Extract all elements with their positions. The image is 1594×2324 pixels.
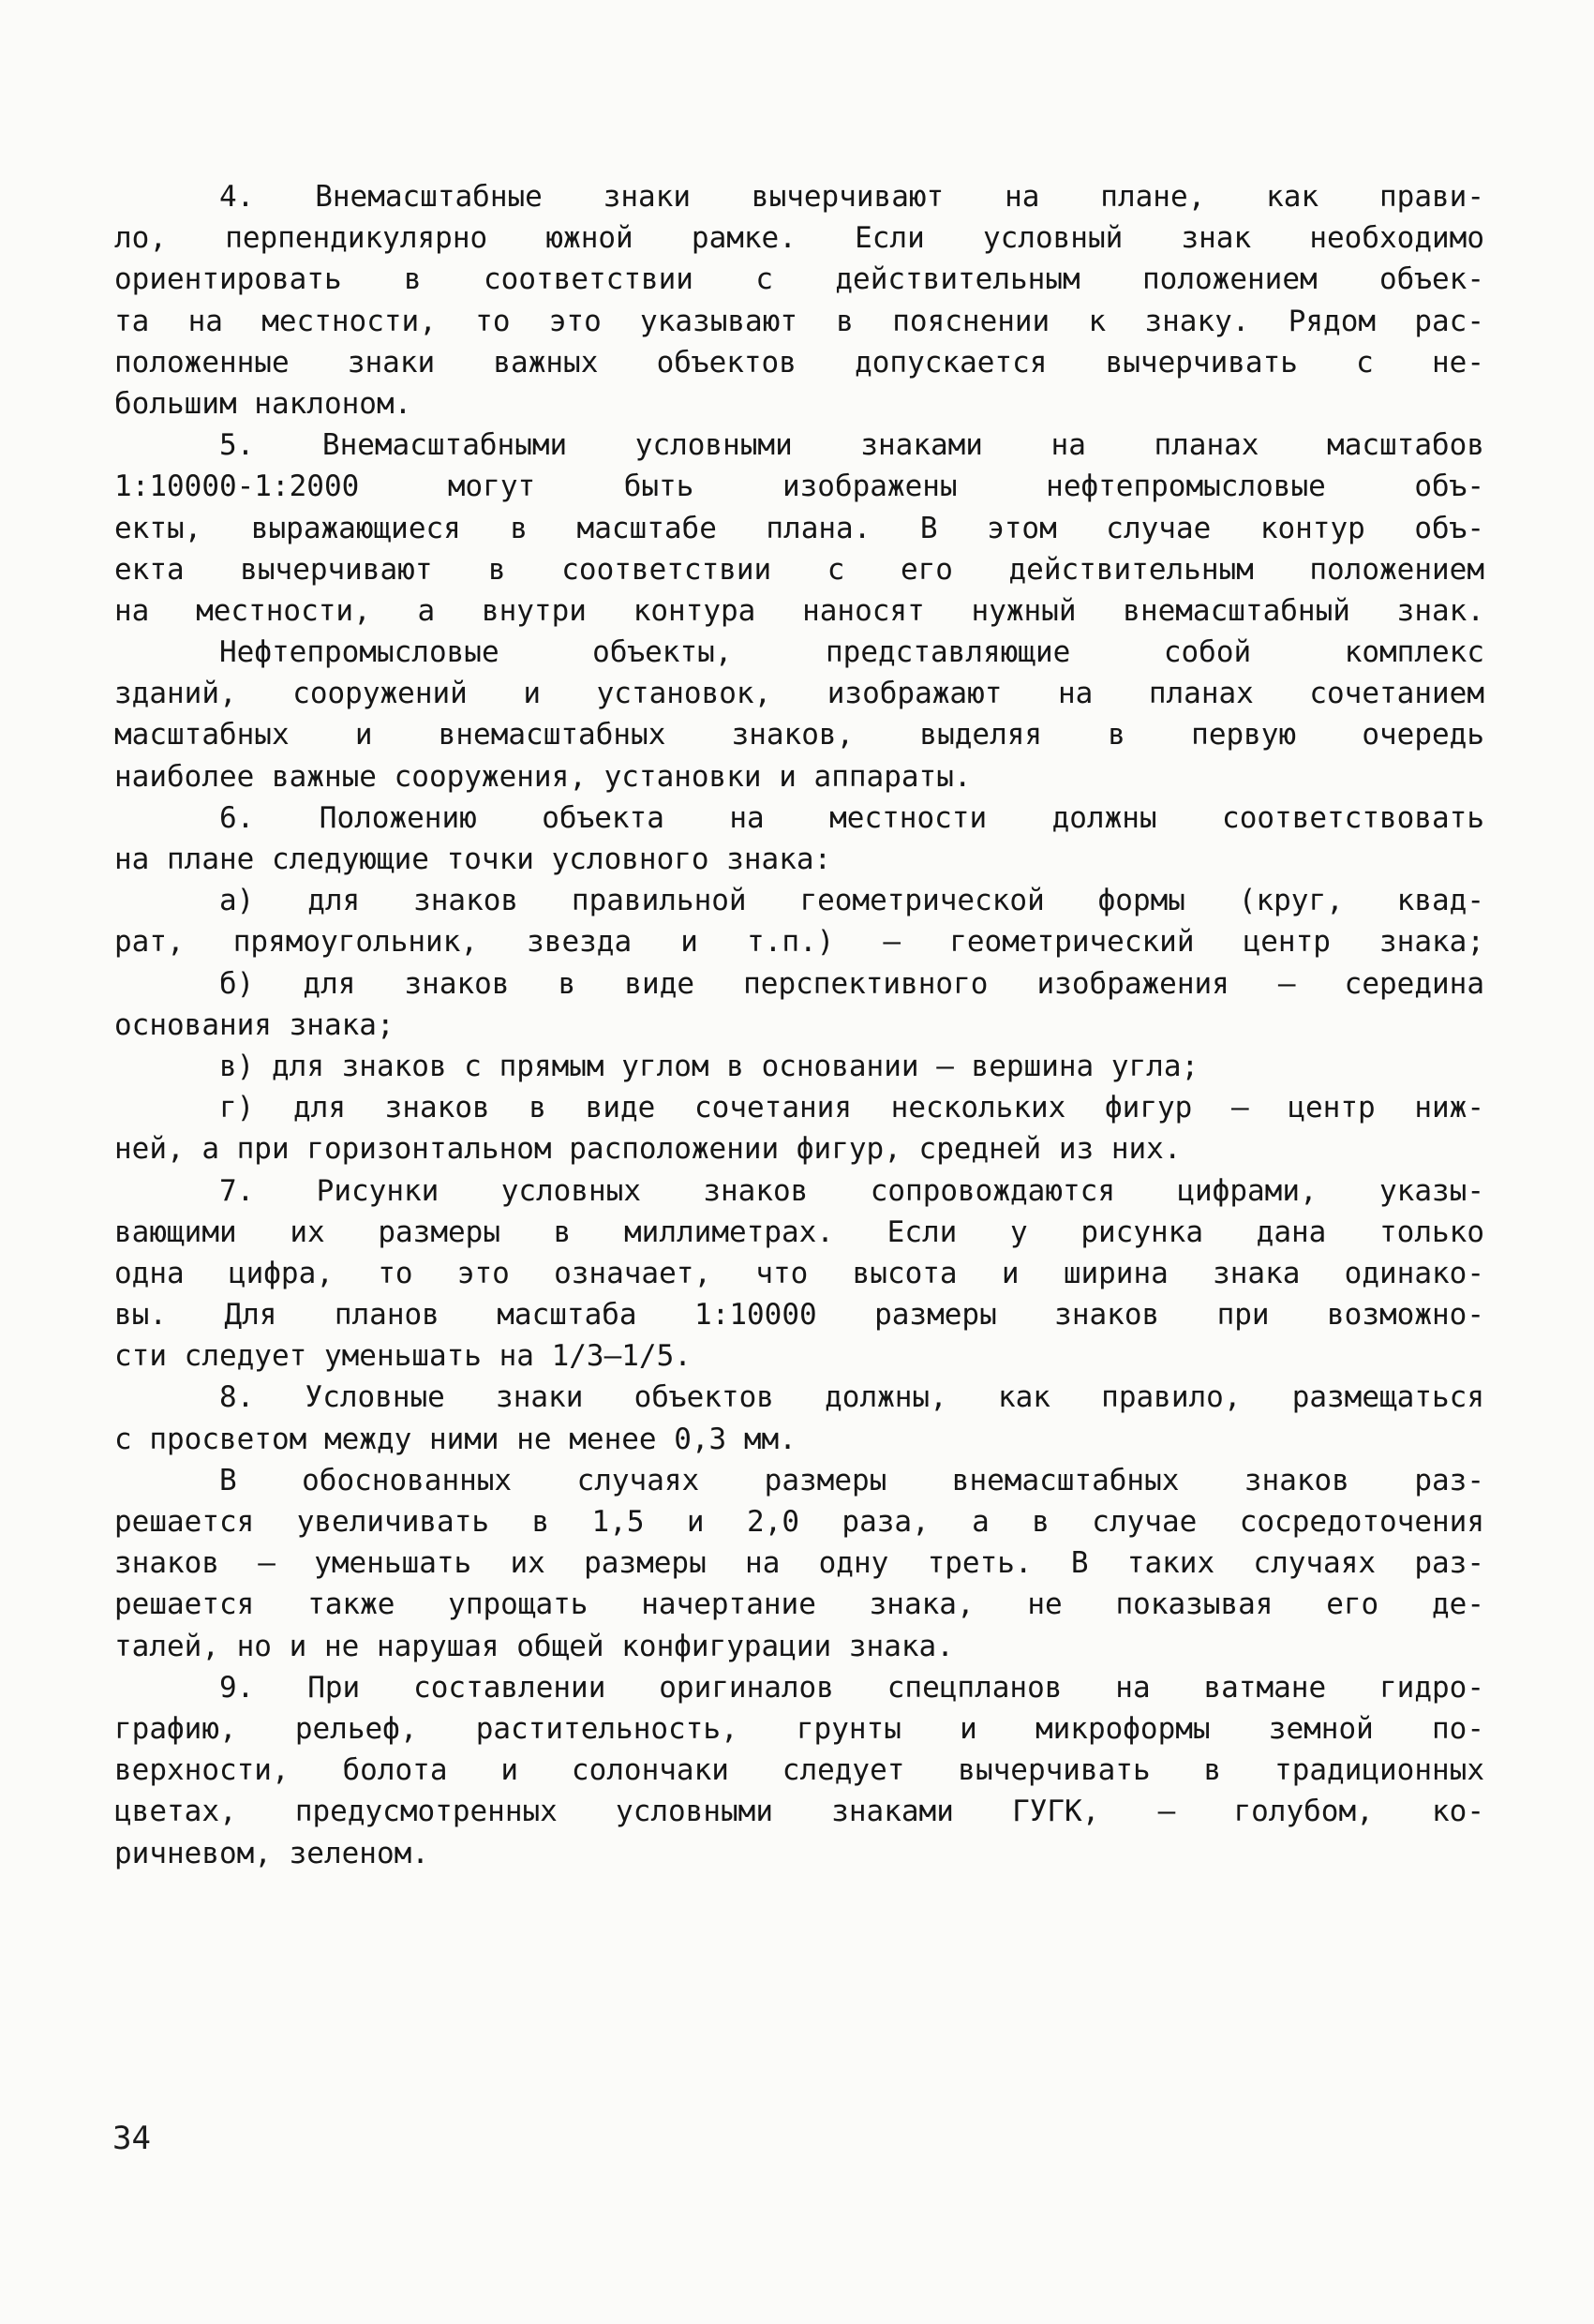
text-line: решается увеличивать в 1,5 и 2,0 раза, а в случае сосредоточения: [114, 1505, 1484, 1539]
text-line: масштабных и внемасштабных знаков, выделяя в первую очередь: [114, 718, 1484, 752]
text-line: ричневом, зеленом.: [114, 1836, 429, 1870]
text-line: Нефтепромысловые объекты, представляющие собой комплекс: [219, 635, 1484, 670]
text-line: 7. Рисунки условных знаков сопровождаются цифрами, указы-: [219, 1173, 1484, 1208]
text-line: зданий, сооружений и установок, изображают на планах сочетанием: [114, 677, 1484, 711]
text-line: основания знака;: [114, 1007, 395, 1042]
text-line: ориентировать в соответствии с действительным положением объек-: [114, 262, 1484, 297]
text-line: вающими их размеры в миллиметрах. Если у рисунка дана только: [114, 1214, 1484, 1249]
text-line: на плане следующие точки условного знака:: [114, 842, 832, 876]
text-line: в) для знаков с прямым углом в основании – вершина угла;: [219, 1049, 1199, 1083]
text-line: та на местности, то это указывают в пояснении к знаку. Рядом рас-: [114, 304, 1484, 338]
text-line: г) для знаков в виде сочетания нескольких фигур – центр ниж-: [219, 1091, 1484, 1125]
text-line: ло, перпендикулярно южной рамке. Если условный знак необходимо: [114, 221, 1484, 256]
text-line: 6. Положению объекта на местности должны соответствовать: [219, 800, 1484, 835]
text-line: положенные знаки важных объектов допускается вычерчивать с не-: [114, 345, 1484, 380]
text-line: 8. Условные знаки объектов должны, как правило, размещаться: [219, 1380, 1484, 1415]
text-line: знаков – уменьшать их размеры на одну треть. В таких случаях раз-: [114, 1546, 1484, 1581]
text-line: сти следует уменьшать на 1/3–1/5.: [114, 1339, 692, 1374]
text-line: б) для знаков в виде перспективного изображения – середина: [219, 966, 1484, 1001]
text-line: верхности, болота и солончаки следует вычерчивать в традиционных: [114, 1753, 1484, 1788]
text-line: рат, прямоугольник, звезда и т.п.) – геометрический центр знака;: [114, 925, 1484, 960]
text-line: талей, но и не нарушая общей конфигурации знака.: [114, 1629, 954, 1663]
page-number: 34: [112, 2120, 151, 2157]
text-line: 5. Внемасштабными условными знаками на планах масштабов: [219, 428, 1484, 463]
text-line: а) для знаков правильной геометрической формы (круг, квад-: [219, 884, 1484, 918]
text-line: графию, рельеф, растительность, грунты и микроформы земной по-: [114, 1711, 1484, 1746]
text-line: наиболее важные сооружения, установки и аппараты.: [114, 759, 972, 794]
text-line: 4. Внемасштабные знаки вычерчивают на плане, как прави-: [219, 180, 1484, 214]
text-line: екта вычерчивают в соответствии с его действительным положением: [114, 552, 1484, 587]
text-line: екты, выражающиеся в масштабе плана. В этом случае контур объ-: [114, 511, 1484, 545]
text-line: с просветом между ними не менее 0,3 мм.: [114, 1422, 797, 1456]
text-line: на местности, а внутри контура наносят нужный внемасштабный знак.: [114, 593, 1484, 628]
text-line: большим наклоном.: [114, 386, 412, 421]
text-line: цветах, предусмотренных условными знаками ГУГК, – голубом, ко-: [114, 1795, 1484, 1829]
text-line: решается также упрощать начертание знака, не показывая его де-: [114, 1587, 1484, 1622]
text-line: 9. При составлении оригиналов спецпланов на ватмане гидро-: [219, 1670, 1484, 1705]
text-line: вы. Для планов масштаба 1:10000 размеры знаков при возможно-: [114, 1298, 1484, 1333]
text-line: В обоснованных случаях размеры внемасштабных знаков раз-: [219, 1463, 1484, 1497]
text-line: 1:10000-1:2000 могут быть изображены нефтепромысловые объ-: [114, 469, 1484, 504]
text-line: ней, а при горизонтальном расположении фигур, средней из них.: [114, 1132, 1182, 1167]
page-body: [114, 176, 1484, 1874]
text-line: одна цифра, то это означает, что высота и ширина знака одинако-: [114, 1256, 1484, 1290]
